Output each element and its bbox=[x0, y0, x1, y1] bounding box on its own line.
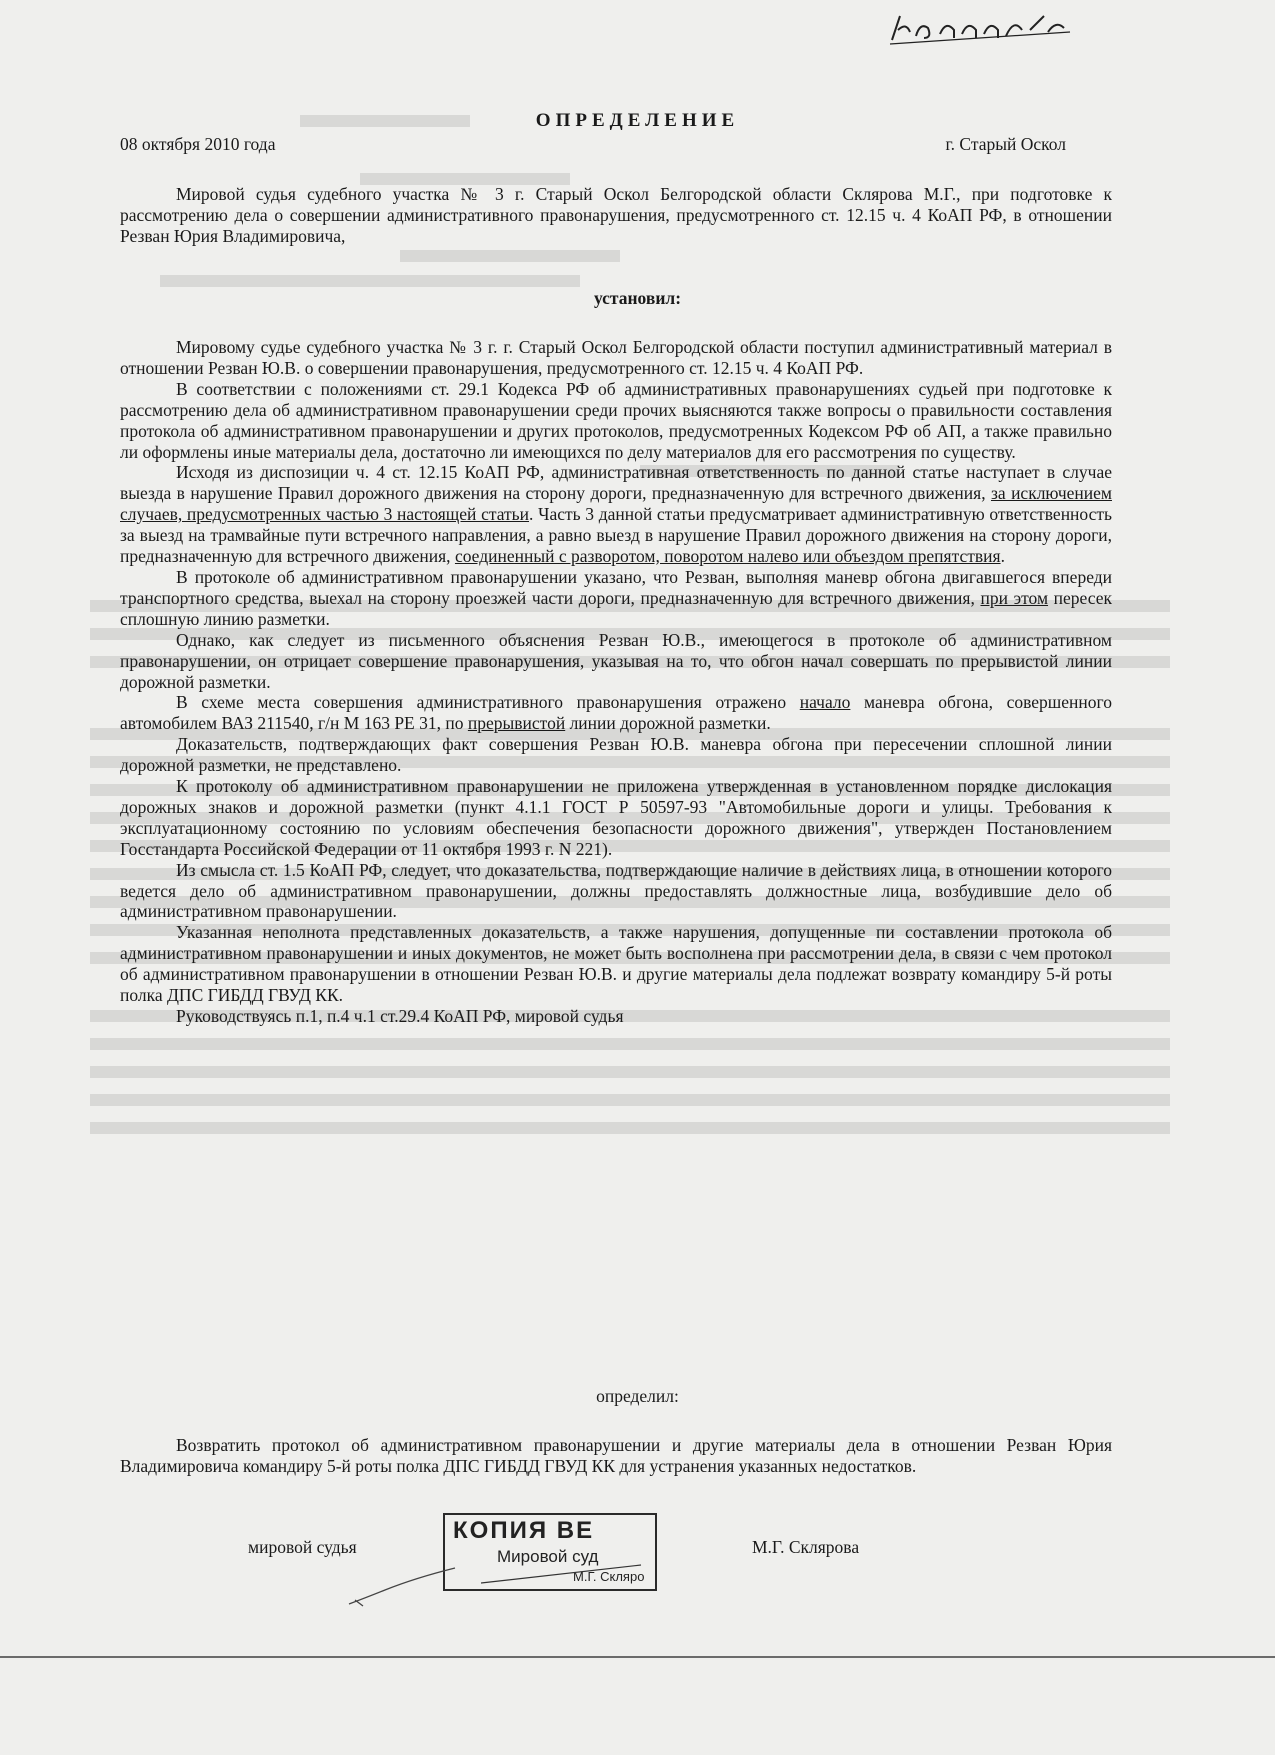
paragraph-3-underline-1: за исключением случаев, предусмотренных частью 3 настоящей статьи bbox=[120, 483, 1112, 525]
main-body bbox=[120, 337, 1112, 1027]
decision-block bbox=[120, 1435, 1112, 1477]
document-date: 08 октября 2010 года bbox=[120, 134, 276, 154]
signature-title: мировой судья bbox=[248, 1537, 357, 1557]
paragraph-4-part-b: пересек сплошную линию разметки. bbox=[120, 587, 1113, 629]
copy-stamp bbox=[443, 1513, 657, 1591]
bottom-rule bbox=[0, 1656, 1275, 1658]
document-title: ОПРЕДЕЛЕНИЕ bbox=[535, 110, 740, 131]
paragraph-4-part-a: В протоколе об административном правонарушении указано, что Резван, выполняя маневр обгона двигавшегося впереди транспортного средства, выехал на сторону проезжей части дороги, предназначенную для встречного движения, bbox=[120, 566, 1112, 608]
paragraph-6-part-c: линии дорожной разметки. bbox=[565, 713, 771, 734]
document-city: г. Старый Оскол bbox=[945, 134, 1066, 154]
paragraph-10: Указанная неполнота представленных доказательств, а также нарушения, допущенные пи составлении протокола об административном правонарушении и иных документов, не может быть восполнена при рассмотрении дела, в связи с чем протокол об административном правонарушении в отношении Резван Ю.В. и другие материалы дела подлежат возврату командиру 5-й роты полка ДПС ГИБДД ГВУД КК. bbox=[120, 922, 1112, 1006]
paragraph-9: Из смысла ст. 1.5 КоАП РФ, следует, что доказательства, подтверждающие наличие в действиях лица, в отношении которого ведется дело об административном правонарушении, должны предоставлять должностные лица, возбудившие дело об административном правонарушении. bbox=[120, 859, 1112, 922]
decision-paragraph: Возвратить протокол об административном правонарушении и другие материалы дела в отношении Резван Юрия Владимировича командиру 5-й роты полка ДПС ГИБДД ГВУД КК для устранения указанных недостатков. bbox=[120, 1435, 1112, 1476]
stamp-line-3: М.Г. Скляро bbox=[573, 1569, 645, 1584]
intro-paragraph: Мировой судья судебного участка № 3 г. Старый Оскол Белгородской области Склярова М.Г., при подготовке к рассмотрению дела о совершении административного правонарушения, предусмотренного ст. 12.15 ч. 4 КоАП РФ, в отношении Резван Юрия Владимировича, bbox=[120, 184, 1112, 246]
date-line bbox=[120, 134, 1066, 155]
paragraph-3-part-c: . bbox=[1000, 546, 1005, 567]
paragraph-6-part-a: В схеме места совершения административного правонарушения отражено bbox=[176, 692, 800, 713]
signature-name: М.Г. Склярова bbox=[752, 1537, 860, 1557]
intro-block bbox=[120, 184, 1112, 247]
paragraph-6-underline-1: начало bbox=[799, 692, 851, 713]
handwritten-signature bbox=[345, 1560, 465, 1610]
paragraph-4 bbox=[120, 567, 1112, 630]
paragraph-3 bbox=[120, 462, 1112, 567]
paragraph-11: Руководствуясь п.1, п.4 ч.1 ст.29.4 КоАП РФ, мировой судья bbox=[176, 1006, 624, 1026]
paragraph-3-underline-2: соединенный с разворотом, поворотом налево или объездом препятствия bbox=[454, 546, 1001, 567]
paragraph-6 bbox=[120, 692, 1112, 734]
heading-decided: определил: bbox=[596, 1386, 679, 1406]
stamp-line-1: КОПИЯ ВЕ bbox=[453, 1517, 595, 1544]
paragraph-6-underline-2: прерывистой bbox=[467, 713, 566, 734]
handwritten-copy-mark bbox=[880, 8, 1080, 48]
stamp-signature-line bbox=[481, 1561, 651, 1587]
paragraph-4-underline: при этом bbox=[980, 587, 1049, 608]
paragraph-2: В соответствии с положениями ст. 29.1 Кодекса РФ об административных правонарушениях судьей при подготовке к рассмотрению дела об административном правонарушении среди прочих выясняются также вопросы о правильности составления протокола об административном правонарушении и других протоколов, предусмотренных Кодексом РФ об АП, а также правильно ли оформлены иные материалы дела, достаточно ли имеющихся по делу материалов для его рассмотрения по существу. bbox=[120, 378, 1112, 462]
paragraph-7: Доказательств, подтверждающих факт совершения Резван Ю.В. маневра обгона при пересечении сплошной линии дорожной разметки, не представлено. bbox=[120, 734, 1112, 776]
paragraph-3-part-a: Исходя из диспозиции ч. 4 ст. 12.15 КоАП РФ, административная ответственность по данной статье наступает в случае выезда в нарушение Правил дорожного движения на сторону дороги, предназначенную для встречного движения, bbox=[120, 462, 1112, 504]
paragraph-8: К протоколу об административном правонарушении не приложена утвержденная в установленном порядке дислокация дорожных знаков и дорожной разметки (пункт 4.1.1 ГОСТ Р 50597-93 "Автомобильные дороги и улицы. Требования к эксплуатационному состоянию по условиям обеспечения безопасности дорожного движения", утвержден Постановлением Госстандарта Российской Федерации от 11 октября 1993 г. N 221). bbox=[120, 776, 1112, 859]
paragraph-6-part-b: маневра обгона, совершенного автомобилем ВАЗ 211540, г/н М 163 РЕ 31, по bbox=[120, 692, 1113, 734]
paragraph-5: Однако, как следует из письменного объяснения Резван Ю.В., имеющегося в протоколе об административном правонарушении, он отрицает совершение правонарушения, указывая на то, что обгон начал совершать по прерывистой линии дорожной разметки. bbox=[120, 629, 1112, 692]
heading-established: установил: bbox=[593, 288, 682, 308]
stamp-line-2: Мировой суд bbox=[497, 1547, 599, 1566]
paragraph-3-part-b: . Часть 3 данной статьи предусматривает административную ответственность за выезд на трамвайные пути встречного направления, а равно выезд в нарушение Правил дорожного движения на сторону дороги, предназначенную для встречного движения, bbox=[120, 504, 1113, 567]
paragraph-1: Мировому судье судебного участка № 3 г. г. Старый Оскол Белгородской области поступил административный материал в отношении Резван Ю.В. о совершении правонарушения, предусмотренного ст. 12.15 ч. 4 КоАП РФ. bbox=[120, 337, 1112, 378]
